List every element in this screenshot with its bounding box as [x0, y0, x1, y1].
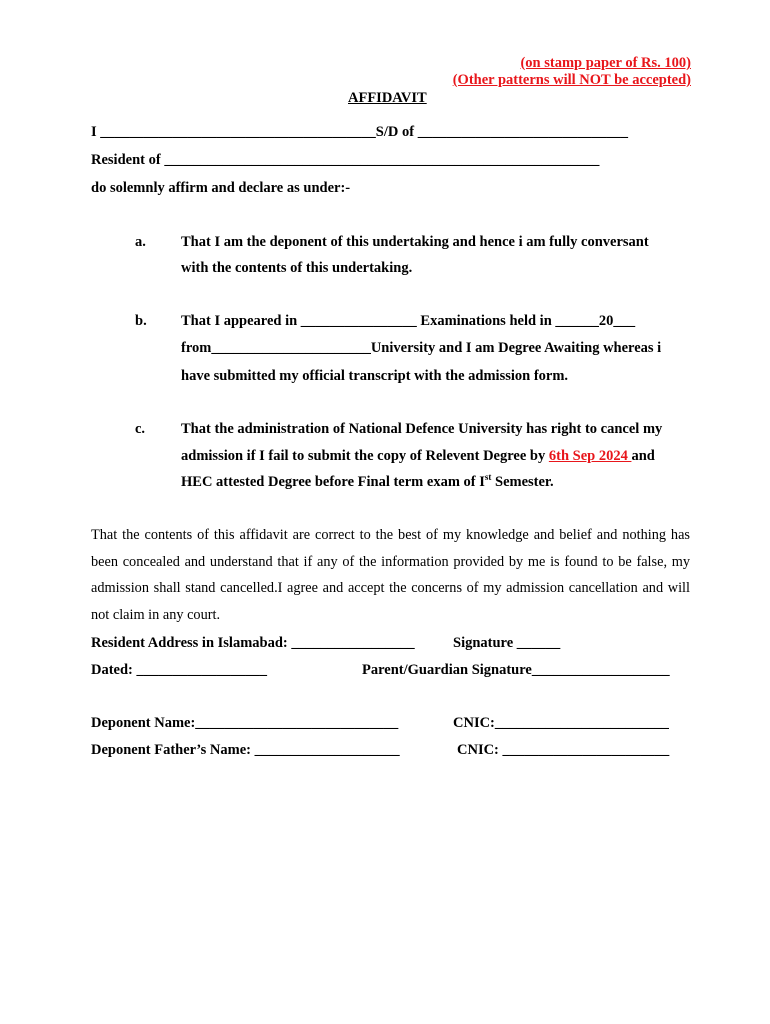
item-c-line-3: [181, 473, 554, 491]
item-a-marker: a.: [135, 234, 146, 250]
item-c-line-3-text: HEC attested Degree before Final term exam of I: [181, 474, 485, 490]
item-c-marker: c.: [135, 421, 146, 437]
stamp-paper-note: (on stamp paper of Rs. 100): [520, 55, 691, 71]
item-b-line-1: That I appeared in ________________ Examinations held in ______20___: [181, 313, 636, 329]
resident-address-field[interactable]: Resident Address in Islamabad: _________________: [91, 635, 415, 651]
deponent-cnic-field[interactable]: CNIC:________________________: [453, 715, 669, 731]
deponent-name-field[interactable]: Deponent Name:____________________________: [91, 715, 399, 731]
item-c-line-2: [181, 447, 655, 465]
intro-line-1: [91, 123, 628, 141]
resident-of-label: Resident of: [91, 152, 161, 168]
item-b-line-3: have submitted my official transcript with the admission form.: [181, 368, 569, 384]
father-name-field[interactable]: Deponent Father’s Name: ____________________: [91, 742, 400, 758]
intro-i: I: [91, 124, 97, 140]
item-b-marker: b.: [135, 313, 147, 329]
document-title: AFFIDAVIT: [348, 90, 427, 106]
patterns-note: (Other patterns will NOT be accepted): [452, 72, 691, 88]
father-cnic-field[interactable]: CNIC: _______________________: [457, 742, 670, 758]
signature-field[interactable]: Signature ______: [453, 635, 561, 651]
guardian-signature-field[interactable]: Parent/Guardian Signature___________________: [362, 662, 670, 678]
affidavit-statement: That the contents of this affidavit are correct to the best of my knowledge and belief and nothing has been concealed and understand that if any of the information provided by me is found to be false, my admission shall stand cancelled.I agree and accept the concerns of my admission cancellation and will not claim in any court.: [91, 527, 690, 623]
item-a-line-1: That I am the deponent of this undertaking and hence i am fully conversant: [181, 234, 649, 250]
residence-blank[interactable]: ____________________________________________________________: [164, 152, 600, 168]
item-c-line-2-end: and: [631, 448, 655, 464]
intro-line-2: [91, 151, 599, 169]
dated-field[interactable]: Dated: __________________: [91, 662, 268, 678]
item-a-line-2: with the contents of this undertaking.: [181, 260, 413, 276]
item-c-line-2-text: admission if I fail to submit the copy of Relevent Degree by: [181, 448, 549, 464]
item-b-line-2: from______________________University and I am Degree Awaiting whereas i: [181, 340, 662, 356]
item-c-line-1: That the administration of National Defence University has right to cancel my: [181, 421, 663, 437]
sd-of-label: S/D of: [375, 124, 415, 140]
item-c-line-3-end: Semester.: [491, 474, 554, 490]
ordinal-suffix: st: [484, 472, 492, 483]
parent-name-blank[interactable]: _____________________________: [417, 124, 628, 140]
intro-line-3: do solemnly affirm and declare as under:-: [91, 180, 351, 196]
name-blank[interactable]: ______________________________________: [100, 124, 376, 140]
deadline-date: 6th Sep 2024: [548, 448, 632, 464]
